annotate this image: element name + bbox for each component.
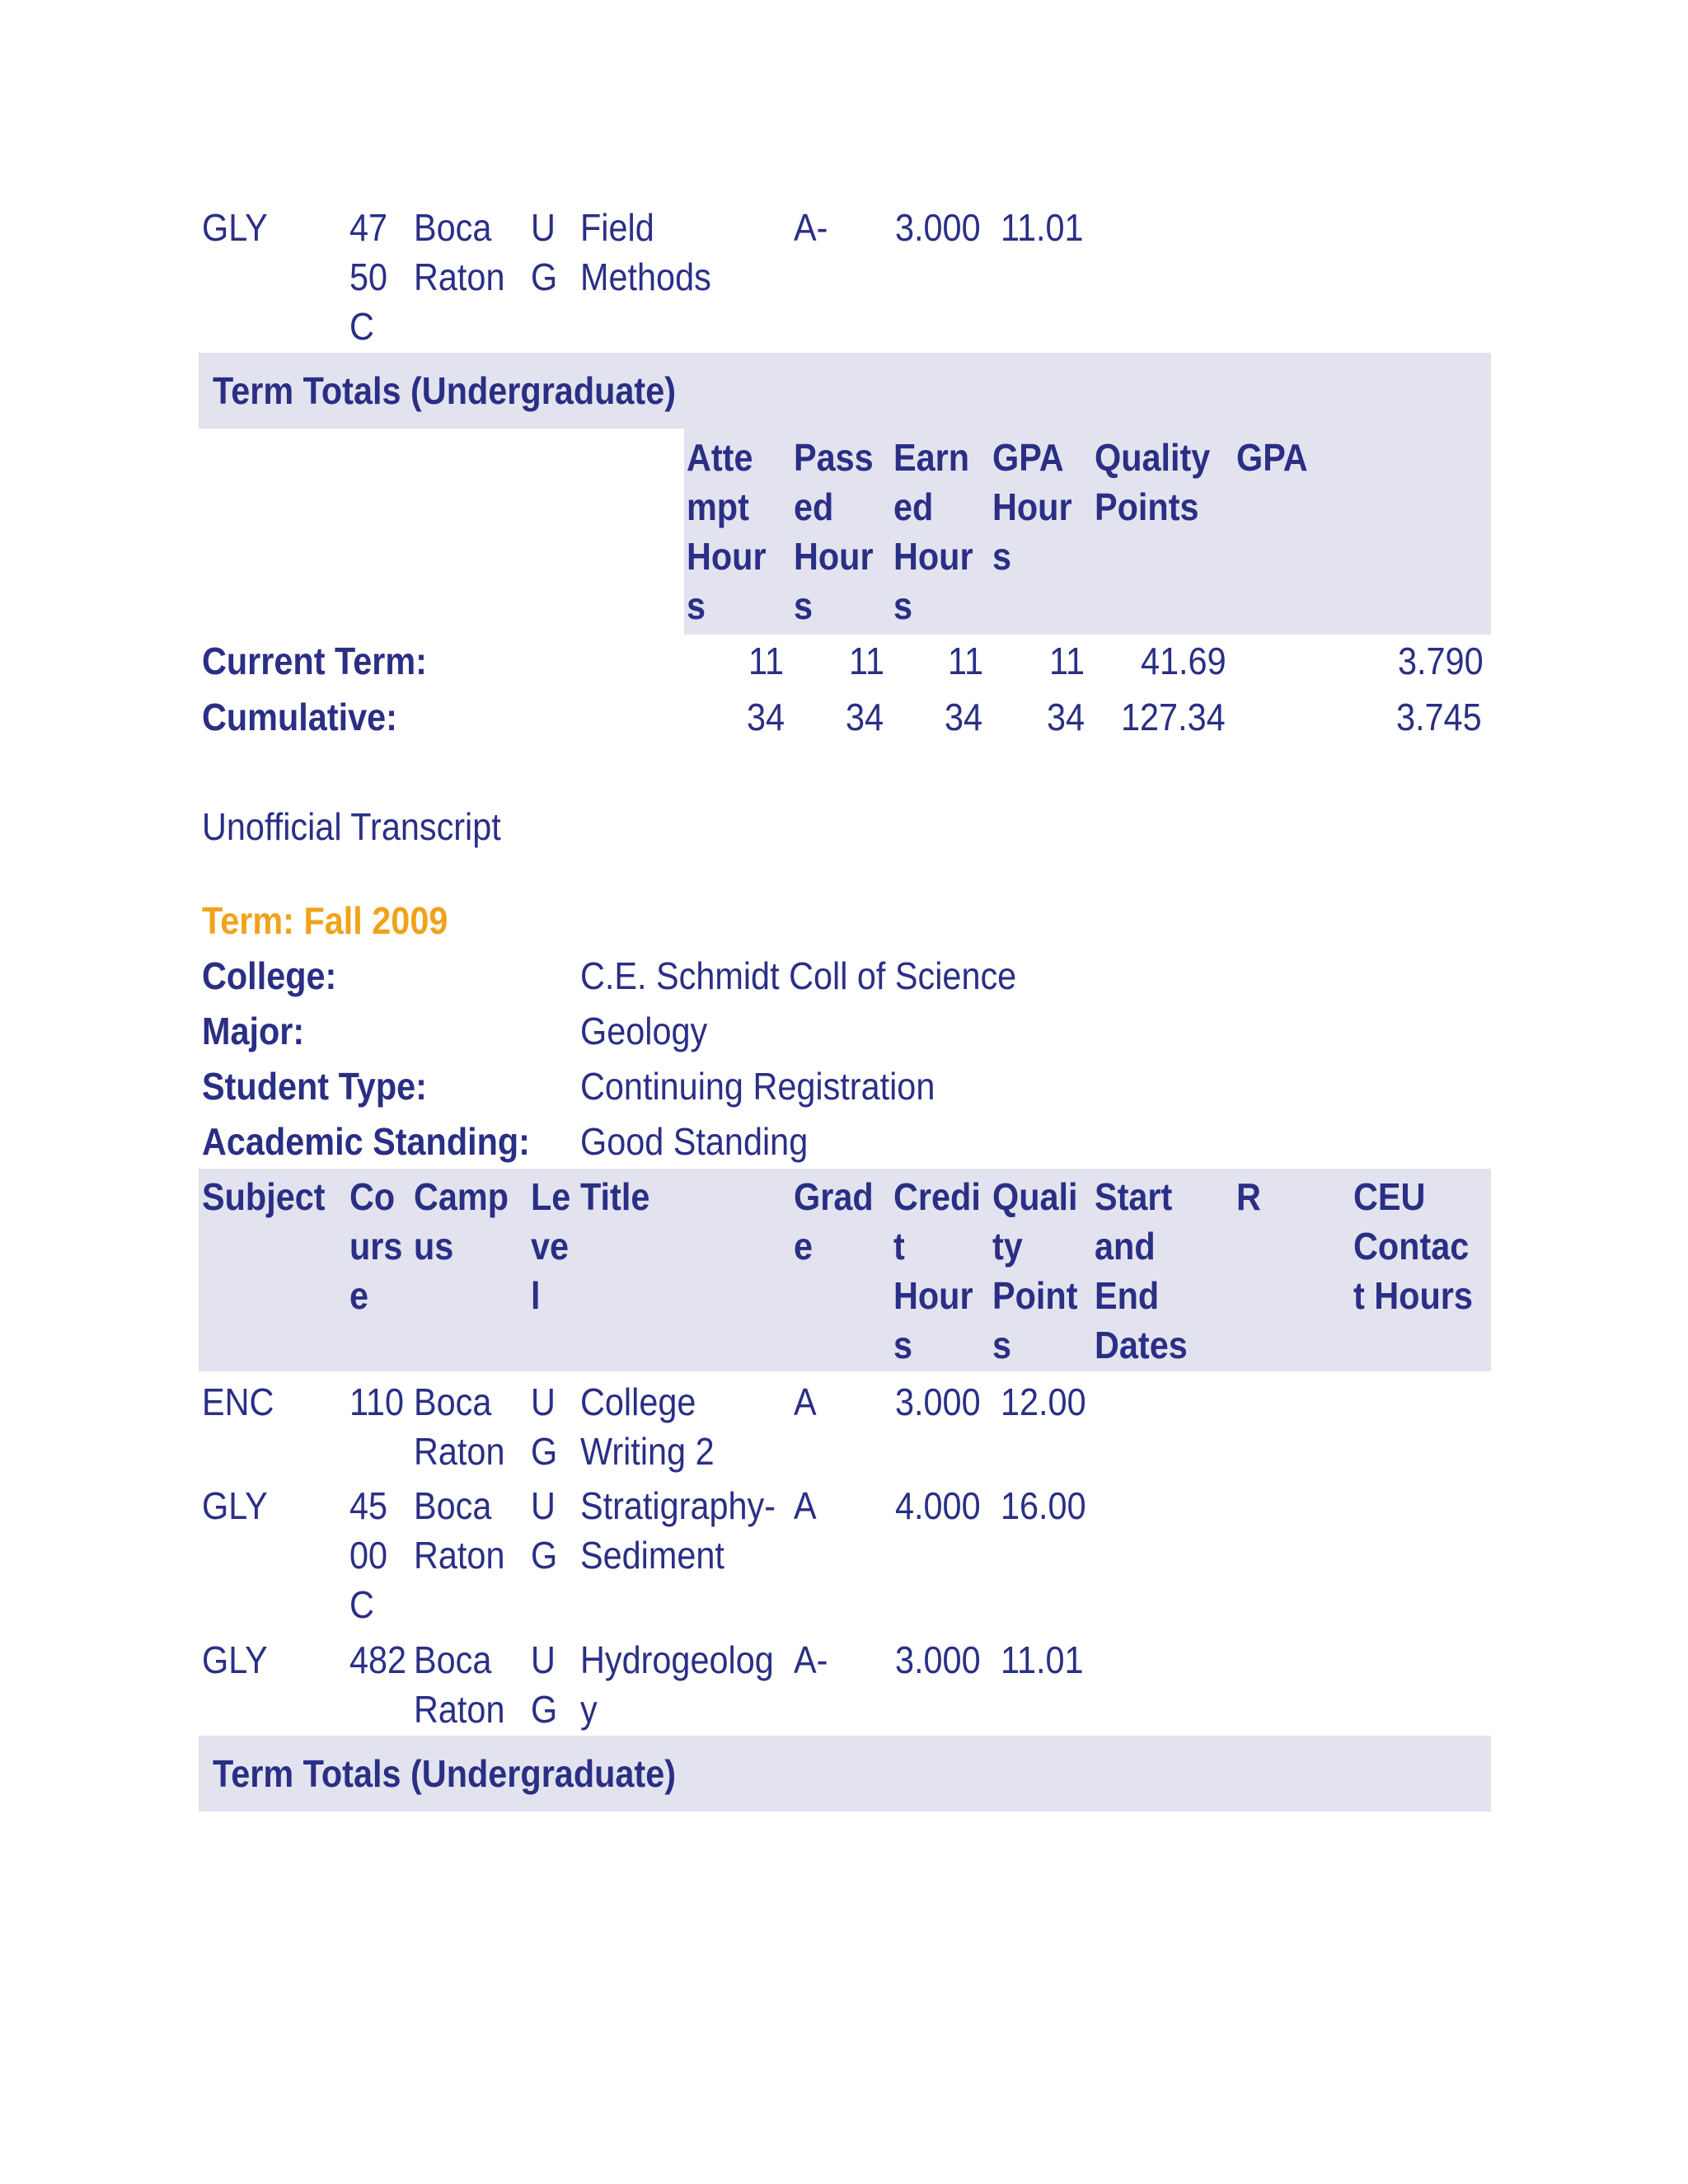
course-number-line: 482 — [349, 1638, 407, 1681]
header-line: ve — [531, 1225, 570, 1268]
header-line: s — [992, 1324, 1012, 1366]
header-line: Co — [349, 1175, 396, 1218]
course-campus-line: Raton — [414, 1688, 505, 1731]
header-line: Start — [1095, 1175, 1173, 1218]
header-line: ed — [893, 485, 934, 528]
course-number-line: 00 — [349, 1534, 388, 1577]
course-level-line: U — [531, 1484, 556, 1527]
header-line: GPA — [992, 436, 1064, 479]
header-line: e — [794, 1225, 814, 1268]
course-title-line: Hydrogeolog — [580, 1638, 774, 1681]
header-line: Earn — [893, 436, 970, 479]
header-line: Point — [992, 1274, 1078, 1317]
course-credit-hours: 3.000 — [895, 1380, 981, 1423]
header-line: urs — [349, 1225, 403, 1268]
header-line: Hour — [893, 535, 973, 578]
course-campus-line: Raton — [414, 1534, 505, 1577]
totals-value: 34 — [945, 696, 983, 738]
header-line: GPA — [1236, 436, 1308, 479]
course-level-line: U — [531, 1638, 556, 1681]
course-campus-line: Boca — [414, 1484, 492, 1527]
header-line: Hour — [893, 1274, 973, 1317]
course-campus-line: Boca — [414, 1638, 492, 1681]
course-grade: A — [794, 1484, 817, 1527]
header-line: Credi — [893, 1175, 981, 1218]
course-title-line: Writing 2 — [580, 1430, 715, 1473]
course-level-line: G — [531, 1430, 558, 1473]
unofficial-transcript-label: Unofficial Transcript — [202, 805, 501, 848]
header-line: Subject — [202, 1175, 326, 1218]
totals-value: 34 — [1047, 696, 1085, 738]
header-line: Hour — [794, 535, 874, 578]
header-line: e — [349, 1274, 369, 1317]
header-line: t — [893, 1225, 905, 1268]
header-line: t Hours — [1353, 1274, 1473, 1317]
info-value: Continuing Registration — [580, 1065, 935, 1108]
course-subject: ENC — [202, 1380, 274, 1423]
header-line: l — [531, 1274, 541, 1317]
totals-value: 3.745 — [1396, 696, 1482, 738]
course-title-line: y — [580, 1688, 598, 1731]
totals-value: 127.34 — [1121, 696, 1226, 738]
course-number-line: C — [349, 1583, 374, 1626]
header-line: s — [893, 1324, 913, 1366]
totals-value: 34 — [747, 696, 785, 738]
header-line: us — [414, 1225, 454, 1268]
info-label: College: — [202, 954, 337, 997]
header-line: Pass — [794, 436, 874, 479]
course-credit-hours: 3.000 — [895, 1638, 981, 1681]
header-line: CEU — [1353, 1175, 1426, 1218]
totals-value: 11 — [1049, 640, 1085, 682]
course-level-line: U — [531, 1380, 556, 1423]
totals-value: 41.69 — [1141, 640, 1226, 682]
info-value: Good Standing — [580, 1120, 809, 1163]
info-value: C.E. Schmidt Coll of Science — [580, 954, 1017, 997]
header-line: mpt — [687, 485, 749, 528]
course-campus-line: Boca — [414, 206, 492, 249]
course-title-line: Sediment — [580, 1534, 724, 1577]
course-quality-points: 12.00 — [1001, 1380, 1086, 1423]
course-number-line: C — [349, 305, 374, 348]
header-line: and — [1095, 1225, 1156, 1268]
course-level-line: U — [531, 206, 556, 249]
header-line: Hour — [687, 535, 767, 578]
course-credit-hours: 4.000 — [895, 1484, 981, 1527]
course-number-line: 45 — [349, 1484, 388, 1527]
header-line: Hour — [992, 485, 1072, 528]
course-quality-points: 11.01 — [1001, 206, 1084, 249]
term-totals-title: Term Totals (Undergraduate) — [213, 1752, 677, 1795]
header-line: Grad — [794, 1175, 874, 1218]
header-line: s — [794, 584, 814, 627]
course-title-line: Stratigraphy- — [580, 1484, 776, 1527]
course-credit-hours: 3.000 — [895, 206, 981, 249]
term-heading: Term: Fall 2009 — [202, 899, 448, 942]
course-grade: A- — [794, 1638, 828, 1681]
header-line: Camp — [414, 1175, 509, 1218]
totals-value: 11 — [849, 640, 884, 682]
header-line: Contac — [1353, 1225, 1470, 1268]
header-line: R — [1236, 1175, 1261, 1218]
course-level-line: G — [531, 1688, 558, 1731]
totals-value: 3.790 — [1398, 640, 1484, 682]
course-number-line: 47 — [349, 206, 388, 249]
header-line: s — [687, 584, 706, 627]
totals-row-label: Current Term: — [202, 640, 427, 682]
header-line: Dates — [1095, 1324, 1188, 1366]
totals-value: 11 — [748, 640, 784, 682]
course-grade: A- — [794, 206, 828, 249]
info-value: Geology — [580, 1010, 708, 1052]
info-label: Academic Standing: — [202, 1120, 530, 1163]
header-line: Title — [580, 1175, 650, 1218]
header-line: Points — [1095, 485, 1199, 528]
course-subject: GLY — [202, 1638, 268, 1681]
totals-value: 11 — [948, 640, 983, 682]
course-campus-line: Raton — [414, 1430, 505, 1473]
course-campus-line: Raton — [414, 255, 505, 298]
header-line: ed — [794, 485, 834, 528]
header-line: Le — [531, 1175, 571, 1218]
course-title-line: Field — [580, 206, 654, 249]
header-line: s — [893, 584, 913, 627]
course-level-line: G — [531, 1534, 558, 1577]
course-subject: GLY — [202, 206, 268, 249]
course-quality-points: 16.00 — [1001, 1484, 1086, 1527]
info-label: Student Type: — [202, 1065, 427, 1108]
totals-value: 34 — [846, 696, 884, 738]
totals-row-label: Cumulative: — [202, 696, 397, 738]
header-line: End — [1095, 1274, 1160, 1317]
header-line: ty — [992, 1225, 1023, 1268]
header-line: Quali — [992, 1175, 1078, 1218]
course-title-line: College — [580, 1380, 696, 1423]
course-title-line: Methods — [580, 255, 711, 298]
course-number-line: 110 — [349, 1380, 405, 1423]
term-totals-title: Term Totals (Undergraduate) — [213, 369, 677, 412]
info-label: Major: — [202, 1010, 305, 1052]
course-quality-points: 11.01 — [1001, 1638, 1084, 1681]
course-number-line: 50 — [349, 255, 388, 298]
header-line: s — [992, 535, 1012, 578]
header-line: Atte — [687, 436, 753, 479]
header-line: Quality — [1095, 436, 1211, 479]
course-subject: GLY — [202, 1484, 268, 1527]
course-level-line: G — [531, 255, 558, 298]
course-campus-line: Boca — [414, 1380, 492, 1423]
course-grade: A — [794, 1380, 817, 1423]
